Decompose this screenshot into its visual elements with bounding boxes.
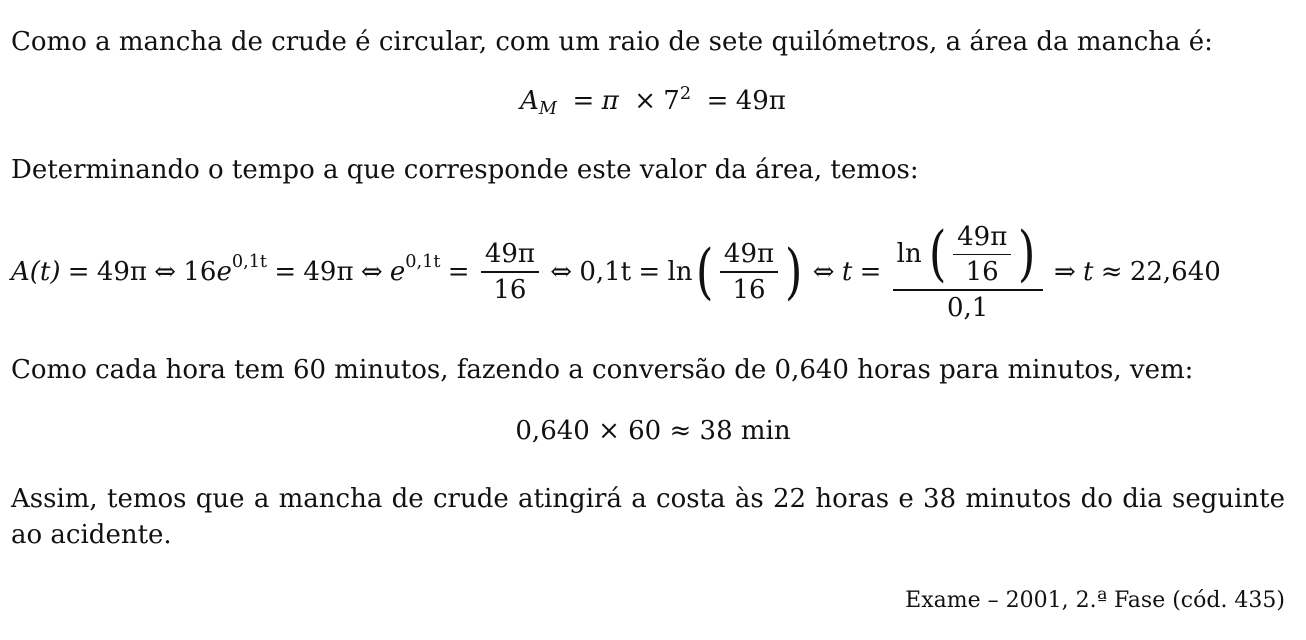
paragraph-conclusion: Assim, temos que a mancha de crude atingirá a costa às 22 horas e 38 minutos do dia seguinte ao acidente. — [11, 484, 1285, 550]
eq2-zero-one-t: 0,1t — [579, 257, 632, 287]
eq2-paren-group-1 — [693, 239, 806, 305]
eq2-sixteen: 16 — [183, 257, 217, 287]
eq2-fraction-1 — [481, 239, 539, 305]
eq2-t-1: t — [841, 257, 853, 287]
eq2-ln-2: ln — [896, 239, 922, 270]
eq2-paren-group-2 — [926, 219, 1039, 290]
eq2-e-exp-2: 0,1t — [405, 252, 441, 273]
eq2-fraction-2 — [720, 239, 778, 305]
equation-minutes: 0,640 × 60 ≈ 38 min — [515, 416, 791, 446]
eq2-t-2: t — [1083, 257, 1094, 287]
equation-solve-time — [11, 212, 1291, 332]
eq2-fraction-4 — [953, 222, 1011, 288]
eq2-equals-4: = — [638, 257, 661, 287]
eq2-iff-2: ⇔ — [360, 257, 383, 287]
eq1-exp: 2 — [679, 84, 692, 105]
eq2-fraction-3 — [893, 219, 1043, 323]
eq2-frac4-den: 16 — [965, 257, 999, 287]
eq2-frac4-num: 49π — [957, 221, 1008, 252]
eq2-frac2-num: 49π — [723, 239, 775, 270]
eq2-e-1: e — [216, 257, 232, 287]
eq2-49pi-2: 49π — [303, 257, 354, 287]
eq1-equals: = — [572, 86, 595, 116]
eq2-frac2-den: 16 — [732, 274, 766, 305]
eq2-frac3-den: 0,1 — [946, 292, 989, 323]
exam-source: Exame – 2001, 2.ª Fase (cód. 435) — [905, 588, 1285, 613]
eq2-iff-1: ⇔ — [154, 257, 177, 287]
eq2-result: 22,640 — [1129, 257, 1221, 287]
left-paren-icon: ( — [928, 219, 947, 290]
eq2-equals-3: = — [447, 257, 470, 287]
right-paren-icon: ) — [1018, 219, 1036, 290]
eq2-implies: ⇒ — [1053, 257, 1076, 287]
eq2-ln-1: ln — [667, 257, 693, 287]
eq2-approx: ≈ — [1100, 257, 1123, 287]
eq2-equals-2: = — [274, 257, 297, 287]
eq2-a-t: A(t) — [11, 257, 61, 287]
eq2-iff-4: ⇔ — [812, 257, 835, 287]
eq1-pi: π — [601, 86, 619, 116]
eq1-times: × — [634, 86, 657, 116]
eq1-lhs: A — [520, 86, 539, 116]
eq2-e-2: e — [389, 257, 406, 287]
paragraph-intro-area: Como a mancha de crude é circular, com um raio de sete quilómetros, a área da mancha é: — [11, 27, 1213, 57]
eq2-iff-3: ⇔ — [550, 257, 573, 287]
eq1-rhs: 49π — [735, 86, 786, 116]
eq2-49pi-1: 49π — [96, 257, 148, 287]
eq2-equals-1: = — [67, 257, 90, 287]
eq2-frac1-num: 49π — [484, 239, 535, 270]
eq1-lhs-sub: M — [538, 99, 558, 120]
eq1-equals-2: = — [706, 86, 729, 116]
eq1-seven: 7 — [663, 86, 680, 116]
equation-area — [0, 84, 1306, 120]
eq2-frac1-den: 16 — [493, 274, 527, 305]
paragraph-conversion: Como cada hora tem 60 minutos, fazendo a conversão de 0,640 horas para minutos, vem: — [11, 355, 1194, 385]
eq2-e-exp-1: 0,1t — [231, 252, 268, 273]
paragraph-determining-time: Determinando o tempo a que corresponde este valor da área, temos: — [11, 155, 919, 185]
right-paren-icon: ) — [785, 237, 803, 307]
eq2-equals-5: = — [859, 257, 882, 287]
eq2-frac3-num — [893, 219, 1043, 290]
left-paren-icon: ( — [695, 237, 713, 307]
